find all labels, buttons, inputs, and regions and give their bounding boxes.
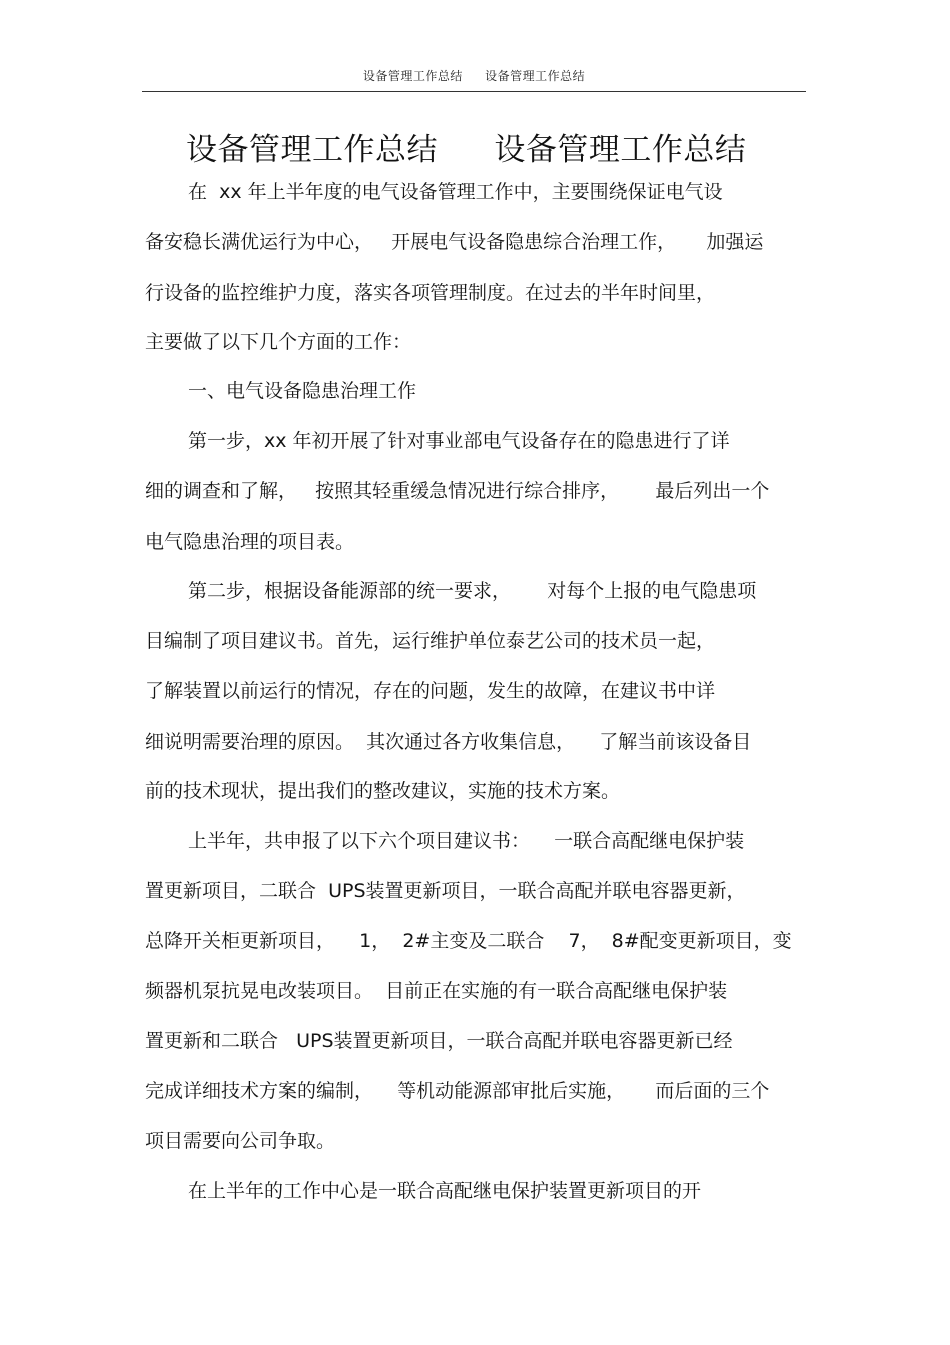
body-line: 频器机泵抗晃电改装项目。 目前正在实施的有一联合高配继电保护装 — [145, 980, 728, 1002]
body-line: 在上半年的工作中心是一联合高配继电保护装置更新项目的开 — [188, 1180, 702, 1202]
body-line: 上半年，共申报了以下六个项目建议书： 一联合高配继电保护装 — [188, 830, 745, 852]
body-line: 完成详细技术方案的编制， 等机动能源部审批后实施， 而后面的三个 — [145, 1080, 770, 1102]
body-line: 电气隐患治理的项目表。 — [145, 531, 355, 553]
body-line: 细说明需要治理的原因。 其次通过各方收集信息， 了解当前该设备目 — [145, 731, 752, 753]
header-left-text: 设备管理工作总结 — [362, 69, 463, 83]
header-right-text: 设备管理工作总结 — [485, 69, 586, 83]
body-line: 置更新和二联合 UPS装置更新项目，一联合高配并联电容器更新已经 — [145, 1030, 733, 1052]
header-rule — [142, 91, 806, 92]
body-line: 行设备的监控维护力度，落实各项管理制度。在过去的半年时间里， — [145, 282, 716, 304]
body-line: 了解装置以前运行的情况，存在的问题，发生的故障，在建议书中详 — [145, 680, 716, 702]
body-line: 项目需要向公司争取。 — [145, 1130, 336, 1152]
title-left: 设备管理工作总结 — [186, 132, 438, 168]
body-line: 第二步，根据设备能源部的统一要求， 对每个上报的电气隐患项 — [188, 580, 757, 602]
body-line: 目编制了项目建议书。首先，运行维护单位泰艺公司的技术员一起， — [145, 630, 716, 652]
document-title — [186, 124, 746, 169]
body-line: 在 xx 年上半年度的电气设备管理工作中，主要围绕保证电气设 — [188, 181, 723, 203]
title-right: 设备管理工作总结 — [494, 132, 747, 168]
body-line: 第一步，xx 年初开展了针对事业部电气设备存在的隐患进行了详 — [188, 430, 730, 452]
body-line: 总降开关柜更新项目， 1， 2#主变及二联合 7， 8#配变更新项目，变 — [145, 930, 792, 952]
body-line: 备安稳长满优运行为中心， 开展电气设备隐患综合治理工作， 加强运 — [145, 231, 764, 253]
body-line: 主要做了以下几个方面的工作： — [145, 331, 412, 353]
body-line: 置更新项目，二联合 UPS装置更新项目，一联合高配并联电容器更新， — [145, 880, 746, 902]
page-header — [142, 67, 806, 84]
section-heading: 一、电气设备隐患治理工作 — [188, 380, 417, 402]
body-line: 前的技术现状，提出我们的整改建议，实施的技术方案。 — [145, 780, 621, 802]
body-line: 细的调查和了解， 按照其轻重缓急情况进行综合排序， 最后列出一个 — [145, 480, 770, 502]
